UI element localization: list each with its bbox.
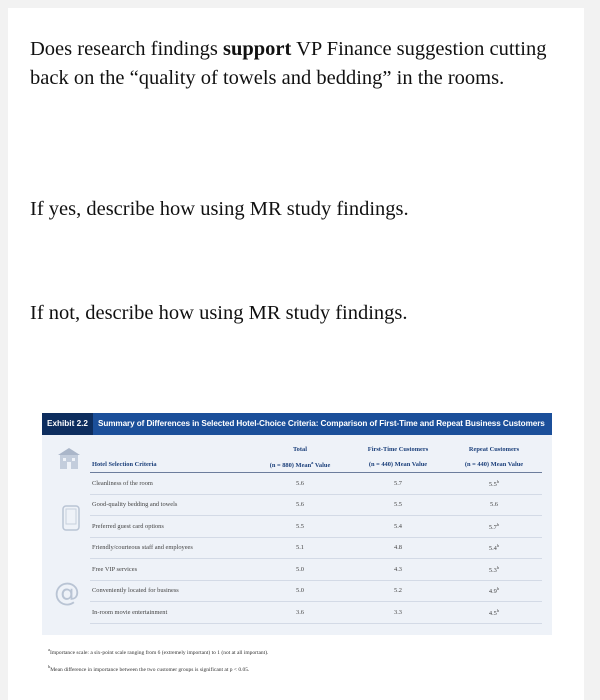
- table-row: [90, 559, 542, 581]
- repeat-cell: 4.5$^b$: [446, 602, 542, 624]
- footnote-b: $^b$Mean difference in importance between the two customer groups is significant at p < 0.05.: [48, 664, 250, 673]
- criteria-cell: Friendly/courteous staff and employees: [90, 537, 250, 559]
- total-cell: 5.0: [250, 559, 350, 581]
- criteria-table: [90, 443, 542, 624]
- first-time-cell: 4.3: [350, 559, 446, 581]
- first-time-cell: 5.7: [350, 473, 446, 495]
- total-header: Total: [293, 446, 307, 453]
- table-row: [90, 580, 542, 602]
- question-emphasis: support: [222, 38, 292, 60]
- at-sign-icon: @: [54, 578, 80, 608]
- hotel-icon: [58, 448, 80, 470]
- repeat-cell: 5.3$^b$: [446, 559, 542, 581]
- total-cell: 3.6: [250, 602, 350, 624]
- first-time-cell: 3.3: [350, 602, 446, 624]
- criteria-cell: Preferred guest card options: [90, 516, 250, 538]
- table-row: [90, 494, 542, 516]
- exhibit-table-image: [42, 413, 552, 635]
- criteria-header: Hotel Selection Criteria: [90, 456, 250, 473]
- table-header-row: [90, 443, 542, 456]
- first-time-subheader: (n = 440) Mean Value: [350, 456, 446, 473]
- total-cell: 5.0: [250, 580, 350, 602]
- criteria-cell: Conveniently located for business: [90, 580, 250, 602]
- repeat-subheader: (n = 440) Mean Value: [446, 456, 542, 473]
- criteria-cell: Good-quality bedding and towels: [90, 494, 250, 516]
- repeat-cell: 5.5$^b$: [446, 473, 542, 495]
- total-cell: 5.6: [250, 494, 350, 516]
- table-row: [90, 537, 542, 559]
- repeat-header: Repeat Customers: [468, 446, 520, 453]
- footnote-a: $^a$Importance scale: a six-point scale ranging from 6 (extremely important) to 1 (not at all important).: [48, 647, 269, 656]
- first-time-header: First-Time Customers: [367, 446, 429, 453]
- first-time-cell: 5.2: [350, 580, 446, 602]
- question-part2: VP Finance suggestion cutting back on the “quality of towels and bedding” in the rooms.: [30, 38, 547, 89]
- document-page: [8, 8, 584, 700]
- question-part1: Does research findings: [30, 38, 223, 60]
- exhibit-label: Exhibit 2.2: [42, 413, 93, 435]
- criteria-cell: Free VIP services: [90, 559, 250, 581]
- table-row: [90, 516, 542, 538]
- criteria-cell: Cleanliness of the room: [90, 473, 250, 495]
- first-time-cell: 5.5: [350, 494, 446, 516]
- phone-icon: [62, 505, 80, 531]
- table-row: [90, 473, 542, 495]
- repeat-cell: 5.6: [446, 494, 542, 516]
- repeat-cell: 4.9$^b$: [446, 580, 542, 602]
- if-not-prompt: If not, describe how using MR study findings.: [30, 302, 408, 324]
- question-text: [30, 35, 570, 93]
- table-row: [90, 602, 542, 624]
- table-subheader-row: [90, 456, 542, 473]
- first-time-cell: 4.8: [350, 537, 446, 559]
- exhibit-header: [42, 413, 552, 435]
- if-yes-prompt: If yes, describe how using MR study findings.: [30, 198, 409, 220]
- total-cell: 5.5: [250, 516, 350, 538]
- exhibit-title: Summary of Differences in Selected Hotel-Choice Criteria: Comparison of First-Time and Repeat Business Customers: [97, 419, 545, 428]
- criteria-cell: In-room movie entertainment: [90, 602, 250, 624]
- total-cell: 5.1: [250, 537, 350, 559]
- first-time-cell: 5.4: [350, 516, 446, 538]
- total-subheader: (n = 880) Mean$^a$ Value: [250, 456, 350, 473]
- repeat-cell: 5.7$^b$: [446, 516, 542, 538]
- repeat-cell: 5.4$^b$: [446, 537, 542, 559]
- total-cell: 5.6: [250, 473, 350, 495]
